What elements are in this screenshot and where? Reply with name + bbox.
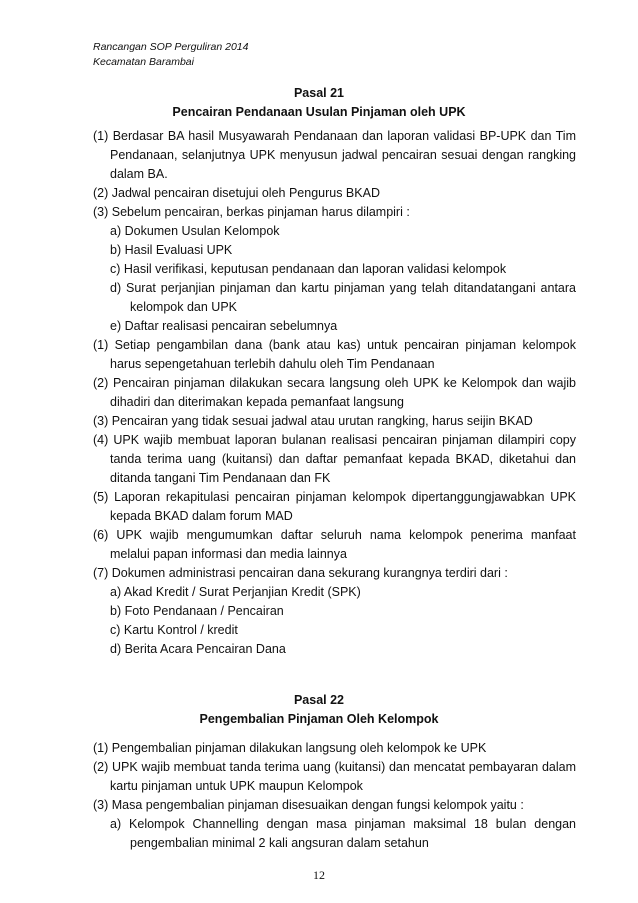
text-line: dihadiri dan diterimakan kepada pemanfaat langsung <box>110 395 404 409</box>
list-item: d) Surat perjanjian pinjaman dan kartu pinjaman yang telah ditandatangani antara <box>110 281 576 295</box>
list-item: b) Hasil Evaluasi UPK <box>110 243 233 257</box>
list-item: a) Kelompok Channelling dengan masa pinjaman maksimal 18 bulan dengan <box>110 817 576 831</box>
text-line: kelompok dan UPK <box>130 300 238 314</box>
list-item: c) Kartu Kontrol / kredit <box>110 623 238 637</box>
text-line: (2) Jadwal pencairan disetujui oleh Pengurus BKAD <box>93 186 380 200</box>
text-line: (2) Pencairan pinjaman dilakukan secara langsung oleh UPK ke Kelompok dan wajib <box>93 376 576 390</box>
text-line: melalui papan informasi dan media lainnya <box>110 547 347 561</box>
text-line: harus sepengetahuan terlebih dahulu oleh Tim Pendanaan <box>110 357 435 371</box>
page-number: 12 <box>313 868 325 882</box>
pasal-21-number: Pasal 21 <box>293 86 345 100</box>
text-line: (1) Berdasar BA hasil Musyawarah Pendanaan dan laporan validasi BP-UPK dan Tim <box>93 129 576 143</box>
list-item: a) Akad Kredit / Surat Perjanjian Kredit (SPK) <box>110 585 361 599</box>
text-line: (3) Pencairan yang tidak sesuai jadwal atau urutan rangking, harus seijin BKAD <box>93 414 533 428</box>
header-line-2: Kecamatan Barambai <box>93 56 194 68</box>
text-line: tanda terima uang (kuitansi) dan daftar pemanfaat kepada BKAD, diketahui dan <box>110 452 576 466</box>
text-line: (1) Setiap pengambilan dana (bank atau kas) untuk pencairan pinjaman kelompok <box>93 338 576 352</box>
text-line: pengembalian minimal 2 kali angsuran dalam setahun <box>130 836 429 850</box>
text-line: kepada BKAD dalam forum MAD <box>110 509 293 523</box>
text-line: ditanda tangani Tim Pendanaan dan FK <box>110 471 331 485</box>
text-line: (7) Dokumen administrasi pencairan dana sekurang kurangnya terdiri dari : <box>93 566 508 580</box>
text-line: (1) Pengembalian pinjaman dilakukan langsung oleh kelompok ke UPK <box>93 741 487 755</box>
list-item: a) Dokumen Usulan Kelompok <box>110 224 280 238</box>
pasal-22-number: Pasal 22 <box>293 693 345 707</box>
header-line-1: Rancangan SOP Perguliran 2014 <box>93 41 249 53</box>
list-item: e) Daftar realisasi pencairan sebelumnya <box>110 319 338 333</box>
text-line: kartu pinjaman untuk UPK maupun Kelompok <box>110 779 363 793</box>
text-line: (3) Sebelum pencairan, berkas pinjaman harus dilampiri : <box>93 205 410 219</box>
list-item: d) Berita Acara Pencairan Dana <box>110 642 286 656</box>
text-line: dalam BA. <box>110 167 168 181</box>
list-item: b) Foto Pendanaan / Pencairan <box>110 604 284 618</box>
list-item: c) Hasil verifikasi, keputusan pendanaan dan laporan validasi kelompok <box>110 262 507 276</box>
text-line: (4) UPK wajib membuat laporan bulanan realisasi pencairan pinjaman dilampiri copy <box>93 433 576 447</box>
running-header <box>93 40 248 70</box>
text-line: (2) UPK wajib membuat tanda terima uang (kuitansi) dan mencatat pembayaran dalam <box>93 760 576 774</box>
text-line: (6) UPK wajib mengumumkan daftar seluruh nama kelompok penerima manfaat <box>93 528 576 542</box>
pasal-22-title: Pengembalian Pinjaman Oleh Kelompok <box>199 712 439 726</box>
pasal-21-title: Pencairan Pendanaan Usulan Pinjaman oleh UPK <box>172 105 466 119</box>
text-line: (5) Laporan rekapitulasi pencairan pinjaman kelompok dipertanggungjawabkan UPK <box>93 490 576 504</box>
text-line: Pendanaan, selanjutnya UPK menyusun jadwal pencairan sesuai dengan rangking <box>110 148 576 162</box>
text-line: (3) Masa pengembalian pinjaman disesuaikan dengan fungsi kelompok yaitu : <box>93 798 524 812</box>
